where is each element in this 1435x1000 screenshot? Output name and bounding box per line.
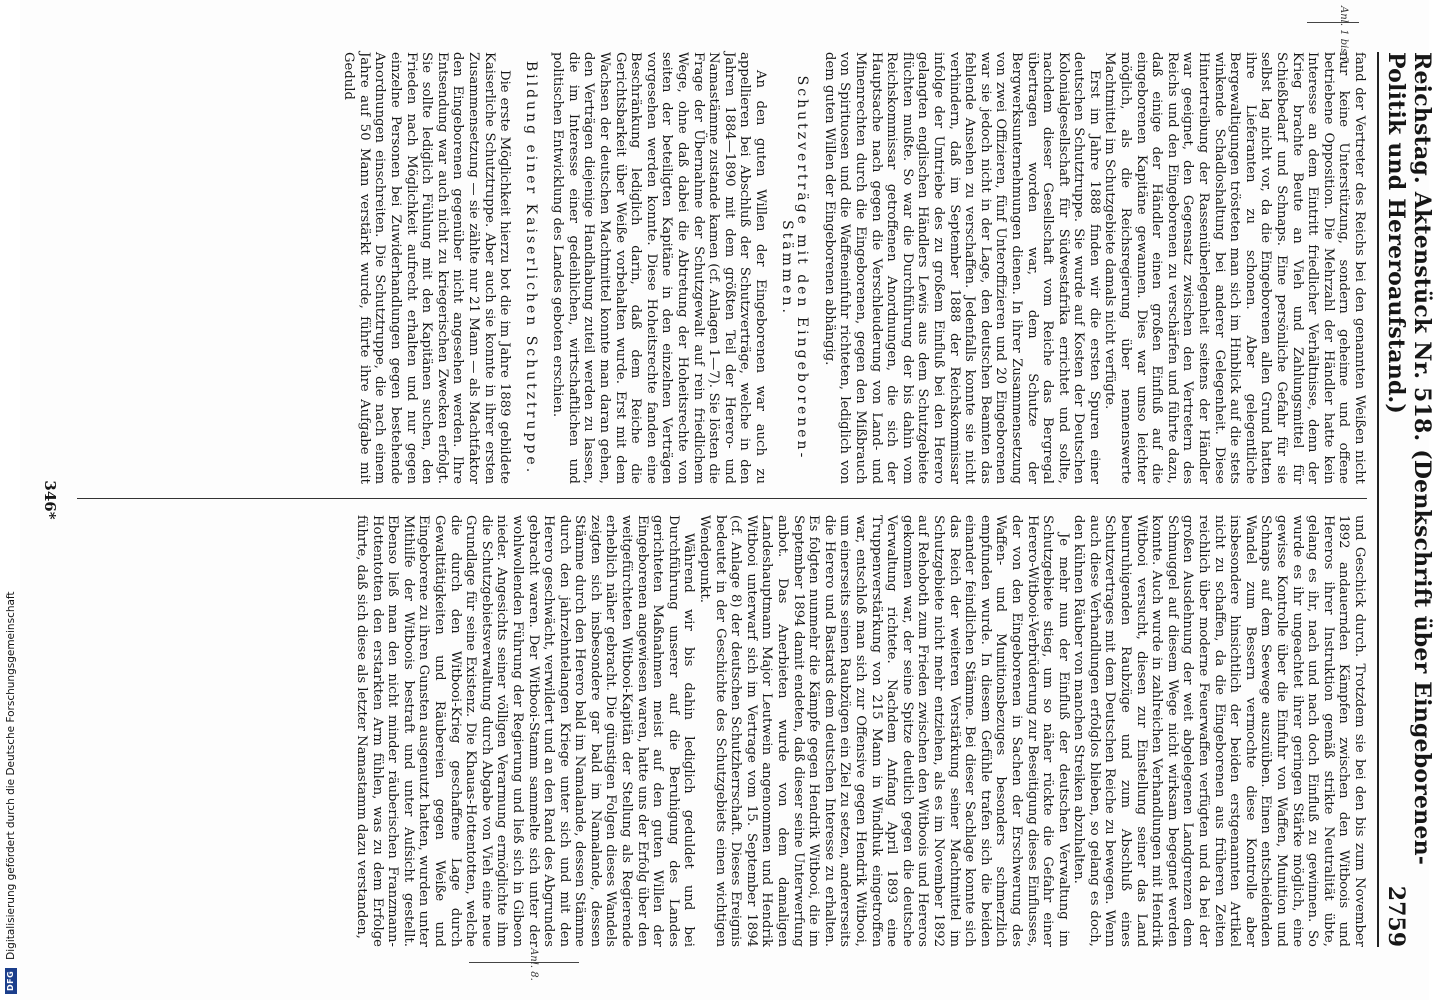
left-paragraph-4: Die erste Möglichkeit hierzu bot die im Jahre 1889 gebildete Kaiserliche Schutztruppe. Aber auch sie konnte in ihrer ersten Zusammensetzung — sie zählte nur 21 Mann — als Machtfaktor den Eingeborenen gegenüber nicht angesehen werden. Ihre Entsendung war auch nicht zu kriegerischen Zwecken erfolgt. Sie sollte lediglich Fühlung mit den Kapitänen suchen, den Frieden nach Möglichkeit aufrecht erhalten und nur gegen einzelne Personen bei Zuwiderhandlungen gegen bestehende Anordnungen einschreiten. Die Schutztruppe, die nach einem Jahre auf 50 Mann verstärkt wurde, führte ihre Aufgabe mit Geduld bbox=[341, 52, 513, 484]
column-divider bbox=[77, 498, 1367, 499]
left-paragraph-2: Erst im Jahre 1888 finden wir die ersten Spuren einer deutschen Schutztruppe. Sie wurde auf Kosten der Deutschen Kolonialgesellschaft für Südwestafrika errichtet und sollte, nachdem dieser Gesellschaft vom Reiche das Bergregal übertragen worden war, dem Schutze der Bergwerksunternehmungen dienen. In ihrer Zusammensetzung von zwei Offizieren, fünf Unteroffizieren und 20 Eingeborenen war sie jedoch nicht in der Lage, den deutschen Beamten das fehlende Ansehen zu verschaffen. Jedenfalls konnte sie nicht verhindern, daß im September 1888 der Reichskommissar infolge der Umtriebe des zu großem Einfluß bei den Herero gelangten englischen Händlers Lewis aus dem Schutzgebiete flüchten mußte. So war die Durchführung der bis dahin vom Reichskommissar getroffenen Anordnungen, die sich der Hauptsache nach gegen die Verschleuderung von Land- und Minenrechten durch die Eingeborenen, gegen den Mißbrauch von Spirituosen und die Waffeneinfuhr richteten, lediglich von dem guten Willen der Eingeborenen abhängig. bbox=[821, 52, 1102, 484]
margin-note-right: Anl. 8. bbox=[528, 948, 539, 981]
margin-bracket-left bbox=[1307, 22, 1359, 23]
header-title: Reichstag. Aktenstück Nr. 518. (Denkschrift über Eingeborenen-Politik und Hereroaufstand.) bbox=[1383, 52, 1435, 866]
digitization-strip bbox=[0, 0, 20, 1000]
section-heading-schutzvertraege: Schutzverträge mit den Eingeborenen-Stämmen. bbox=[778, 75, 811, 461]
page-header bbox=[1377, 52, 1435, 947]
right-paragraph-1: und Geschick durch. Trotzdem sie bei den bis zum November 1892 andauernden Kämpfen zwischen den Witboois und Hereros ihrer Instruktion gemäß strikte Neutralität übte, gelang es ihr, nach und nach doch Einfluß zu gewinnen. So wurde es ihr ungeachtet ihrer geringen Stärke möglich, eine gewisse Kontrolle über die Einfuhr von Waffen, Munition und Schnaps auf dem Seewege auszuüben. Einen entscheidenden Wandel zum Bessern vermochte diese Kontrolle aber insbesondere hinsichtlich der beiden erstgenannten Artikel nicht zu schaffen, da die Eingeborenen aus früheren Zeiten reichlich über moderne Feuerwaffen verfügten und da bei der großen Ausdehnung der weit abgelegenen Landgrenzen dem Schmuggel auf diesem Wege nicht wirksam begegnet werden konnte. Auch wurde in zahlreichen Verhandlungen mit Hendrik Witbooi versucht, diesen zur Einstellung seiner das Land beunruhigenden Raubzüge und zum Abschluß eines Schutzvertrages mit dem Deutschen Reiche zu bewegen. Wenn auch diese Verhandlungen erfolglos blieben, so gelang es doch, den kühnen Räuber von manchen Streiken abzuhalten. bbox=[1071, 515, 1367, 947]
footer-page-mark: 346* bbox=[41, 480, 59, 520]
right-paragraph-3: Während wir bis dahin lediglich geduldet und bei Durchführung unserer auf die Beruhigung des Landes gerichteten Maßnahmen meist auf den guten Willen der Eingeborenen angewiesen waren, hatte uns der Erfolg über den weitgefürchteten Witbooi-Kapitän der Stellung als Regierende erheblich näher gebracht. Die günstigen Folgen dieses Wandels zeigten sich insbesondere gar bald im Namalande, dessen Stämme durch den Herero bald im Namalande, dessen Stämme durch den jahrzehntelangen Kriege unter sich und mit den Herero geschwächt, verwildert und an den Rand des Abgrundes gebracht waren. Der Witbooi-Stamm sammelte sich unter der wohlwollenden Führung der Regierung und ließ sich in Gibeon nieder. Angesichts seiner völligen Verarmung ermöglichte ihm die Schutzgebietsverwaltung durch Abgabe von Vieh eine neue Grundlage für seine Existenz. Die Khauas-Hottentotten, welche die durch den Witbooi-Krieg geschaffene Lage durch Gewalttätigkeiten und Räubereien gegen Weiße und Eingeborene zu ihren Gunsten ausgenutzt hatten, wurden unter Mithilfe der Witboois bestraft und unter Aufsicht gestellt. Ebenso ließ man den nicht minder räuberischen Franzmann-Hottentotten den erstarkten Arm fühlen, was zu dem Erfolge führte, daß sich diese als letzter Namastamm dazu verstanden, bbox=[354, 515, 697, 947]
digitization-credit bbox=[2, 0, 20, 1000]
margin-note-left: Anl. 1 bis 7. bbox=[1338, 6, 1349, 67]
section-heading-schutztruppe: Bildung einer Kaiserlichen Schutztruppe. bbox=[522, 60, 539, 476]
left-column bbox=[77, 52, 1367, 484]
digitization-credit-text: Digitalisierung gefördert durch die Deutsche Forschungsgemeinschaft bbox=[5, 591, 17, 960]
text-columns bbox=[77, 52, 1367, 947]
left-paragraph-1: fand der Vertreter des Reichs bei den genannten Weißen nicht nur keine Unterstützung, sondern geheime und offene betriebene Opposition. Die Mehrzahl der Händler hatte kein Interesse an dem Eintritt friedlicher Verhältnisse, denn der Krieg brachte Beute an Vieh und Zahlungsmittel für Schießbedarf und Schnaps. Eine persönliche Gefahr für sie selbst lag nicht vor, da die Eingeborenen allen Grund hatten ihre Lieferanten zu schonen. Aber gelegentliche Bergewaltigungen trösteten man sich im Hinblick auf die stets winkende Schadloshaltung bei anderer Gelegenheit. Diese Hintertreibung der Rassenüberlegenheit seitens der Händler war geeignet, den Gegensatz zwischen den Vertretern des Reichs und den Eingeborenen zu verschärfen und führte dazu, daß einige der Händler einen großen Einfluß auf die eingeborenen Kapitäne gewannen. Dies war umso leichter möglich, als die Reichsregierung über nennenswerte Machtmittel im Schutzgebiete damals nicht verfügte. bbox=[1102, 52, 1367, 484]
dfg-logo-icon: DFG bbox=[5, 968, 17, 994]
header-page-number: 2759 bbox=[1383, 885, 1409, 947]
left-paragraph-3: An den guten Willen der Eingeborenen war auch zu appellieren bei Abschluß der Schutzverträge, welche in den Jahren 1884—1890 mit dem größten Teil der Herero- und Namastämme zustande kamen (cf. Anlagen 1—7). Sie lösten die Frage der Übernahme der Schutzgewalt auf rein friedlichem Wege, ohne daß dabei die Abtretung der Hoheitsrechte von seiten der beteiligten Kapitäne in den einzelnen Verträgen vorgesehen werden konnte. Diese Hoheitsrechte fanden eine Beschränkung lediglich darin, daß dem Reiche die Gerichtsbarkeit über Weiße vorbehalten wurde. Erst mit dem Wachsen der deutschen Machtmittel konnte man daran gehen, den Verträgen diejenige Handhabung zuteil werden zu lassen, die im Interesse einer gedeihlichen, wirtschaftlichen und politischen Entwicklung des Landes geboten erschien. bbox=[550, 52, 769, 484]
margin-bracket-right bbox=[469, 962, 579, 963]
right-column bbox=[77, 515, 1367, 947]
right-paragraph-2: Je mehr nun der Einfluß der deutschen Verwaltung im Schutzgebiete stieg, um so näher rückte die Gefahr einer Herero-Witbooi-Verbrüderung zur Beseitigung dieses Einflusses, der von den Eingeborenen in Sachen der Erschwerung des Waffen- und Munitionsbezuges besonders schmerzlich empfunden wurde. In diesem Gefühle trafen sich die beiden einander feindlichen Stämme. Bei dieser Sachlage konnte sich das Reich der weiteren Verstärkung seiner Machtmittel im Schutzgebiete nicht mehr entziehen, als es im November 1892 auf Rehoboth zum Frieden zwischen den Witboois und Hereros gekommen war, der seine Spitze deutlich gegen die deutsche Verwaltung richtete. Nachdem Anfang April 1893 eine Truppenverstärkung von 215 Mann in Windhuk eingetroffen war, entschloß man sich zur Offensive gegen Hendrik Witbooi, um einerseits seinen Raubzügen ein Ziel zu setzen, andererseits die Herero und Bastards dem deutschen Interesse zu erhalten. Es folgten nunmehr die Kämpfe gegen Hendrik Witbooi, die im September 1894 damit endeten, daß dieser seine Unterwerfung anbot. Das Anerbieten wurde von dem damaligen Landeshauptmann Major Leutwein angenommen und Hendrik Witbooi unterwarf sich im Vertrage vom 15. September 1894 (cf. Anlage 8) der deutschen Schutzherrschaft. Dieses Ereignis bedeutet in der Geschichte des Schutzgebiets einen wichtigen Wendepunkt. bbox=[697, 515, 1071, 947]
